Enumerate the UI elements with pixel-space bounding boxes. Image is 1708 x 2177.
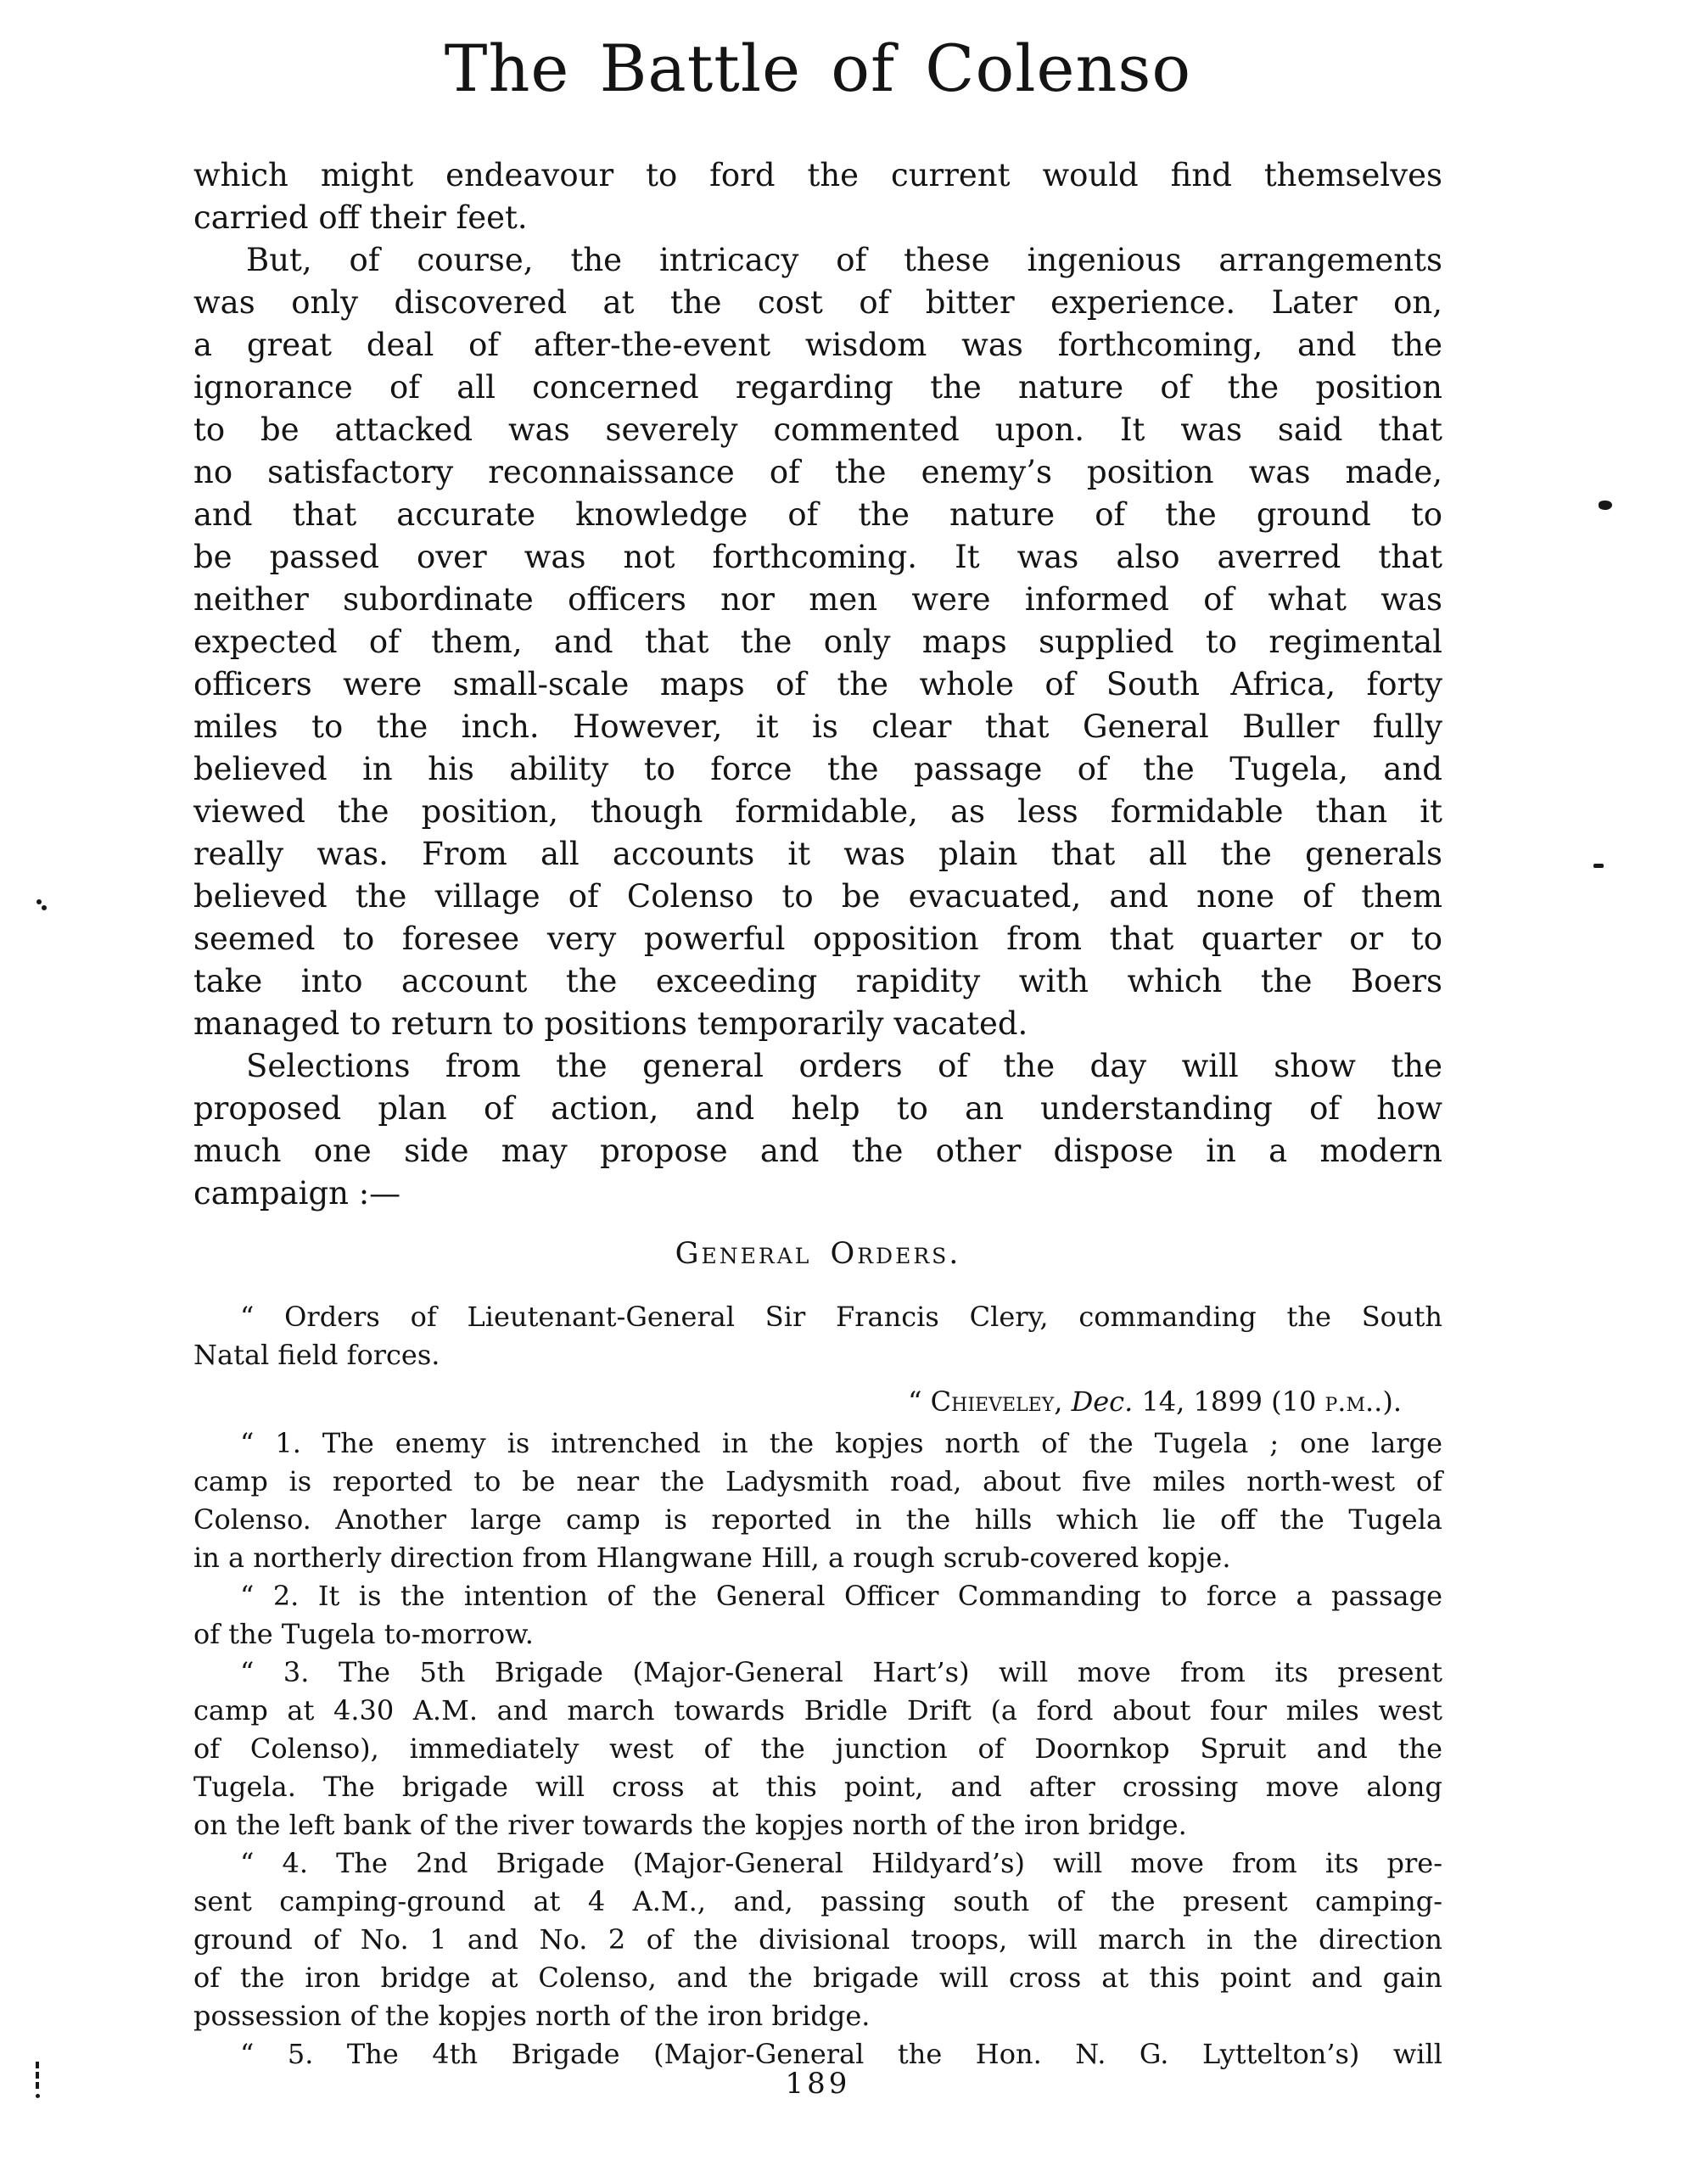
text-line: of Colenso), immediately west of the junction of Doornkop Spruit and the <box>193 1732 1442 1765</box>
orders-paragraphs <box>193 1424 1442 2073</box>
dateline-month: Dec. <box>1071 1385 1134 1418</box>
paragraph <box>193 1298 1442 1374</box>
paragraph <box>193 1045 1442 1215</box>
paragraph <box>193 1424 1442 1577</box>
page-number: 189 <box>785 2067 851 2101</box>
dateline-meridiem: p.m. <box>1324 1385 1375 1418</box>
text-line: expected of them, and that the only maps supplied to regimental <box>193 624 1442 660</box>
text-line: on the left bank of the river towards the kopjes north of the iron bridge. <box>193 1809 1187 1841</box>
text-line: carried off their feet. <box>193 199 528 236</box>
text-line: sent camping-ground at 4 A.M., and, passing south of the present camping- <box>193 1885 1442 1917</box>
text-line: viewed the position, though formidable, as less formidable than it <box>193 793 1442 830</box>
text-line: camp is reported to be near the Ladysmith road, about five miles north-west of <box>193 1465 1442 1497</box>
text-line: neither subordinate officers nor men were informed of what was <box>193 581 1442 618</box>
text-line: of the Tugela to-morrow. <box>193 1618 534 1650</box>
ink-speck-right-blob <box>1599 501 1612 510</box>
text-line: Natal field forces. <box>193 1339 440 1371</box>
text-line: campaign :— <box>193 1175 401 1212</box>
ink-speck-left-colon <box>36 899 42 904</box>
text-line: But, of course, the intricacy of these ingenious arrangements <box>246 242 1442 278</box>
text-line: much one side may propose and the other dispose in a modern <box>193 1133 1442 1169</box>
text-line: “ 4. The 2nd Brigade (Major-General Hildyard’s) will move from its pre- <box>240 1847 1442 1879</box>
text-line: a great deal of after-the-event wisdom was forthcoming, and the <box>193 327 1442 363</box>
paragraph <box>193 239 1442 1045</box>
text-line: “ 3. The 5th Brigade (Major-General Hart’s) will move from its present <box>240 1656 1442 1688</box>
text-line: be passed over was not forthcoming. It was also averred that <box>193 539 1442 575</box>
text-line: camp at 4.30 A.M. and march towards Bridle Drift (a ford about four miles west <box>193 1694 1442 1726</box>
text-line: managed to return to positions temporarily vacated. <box>193 1005 1028 1042</box>
text-line: “ 2. It is the intention of the General Officer Commanding to force a passage <box>240 1580 1442 1612</box>
paragraph <box>193 154 1442 239</box>
orders-text-block <box>193 1298 1442 2073</box>
dateline-place: Chieveley, <box>930 1385 1072 1418</box>
text-line: seemed to foresee very powerful opposition from that quarter or to <box>193 921 1442 957</box>
dateline-date: 14, 1899 (10 <box>1133 1385 1325 1418</box>
body-text-block <box>193 154 1442 1215</box>
text-line: in a northerly direction from Hlangwane Hill, a rough scrub-covered kopje. <box>193 1542 1231 1574</box>
text-line: was only discovered at the cost of bitter experience. Later on, <box>193 284 1442 321</box>
text-line: to be attacked was severely commented upon. It was said that <box>193 411 1442 448</box>
text-line: believed in his ability to force the passage of the Tugela, and <box>193 751 1442 787</box>
text-line: miles to the inch. However, it is clear that General Buller fully <box>193 708 1442 745</box>
general-orders-heading: General Orders. <box>675 1237 961 1271</box>
text-line: ignorance of all concerned regarding the nature of the position <box>193 369 1442 406</box>
text-line: proposed plan of action, and help to an understanding of how <box>193 1090 1442 1127</box>
dateline-close: .). <box>1374 1385 1402 1418</box>
text-line: of the iron bridge at Colenso, and the brigade will cross at this point and gain <box>193 1962 1442 1994</box>
ink-speck-right-dash <box>1593 864 1604 868</box>
text-line: “ 5. The 4th Brigade (Major-General the Hon. N. G. Lyttelton’s) will <box>240 2038 1442 2070</box>
text-line: officers were small-scale maps of the whole of South Africa, forty <box>193 666 1442 702</box>
text-line: which might endeavour to ford the current would find themselves <box>193 157 1442 193</box>
orders-preamble <box>193 1298 1442 1374</box>
text-line: “ Orders of Lieutenant-General Sir Francis Clery, commanding the South <box>240 1301 1442 1333</box>
text-line: ground of No. 1 and No. 2 of the divisional troops, will march in the direction <box>193 1923 1442 1956</box>
dateline-open-quote: “ <box>908 1385 931 1418</box>
ink-speck-left-dash <box>36 2062 39 2089</box>
page-title: The Battle of Colenso <box>444 31 1192 106</box>
text-line: no satisfactory reconnaissance of the enemy’s position was made, <box>193 454 1442 490</box>
text-line: Selections from the general orders of the day will show the <box>246 1048 1442 1084</box>
text-line: and that accurate knowledge of the nature of the ground to <box>193 496 1442 533</box>
text-line: believed the village of Colenso to be evacuated, and none of them <box>193 878 1442 915</box>
text-line: take into account the exceeding rapidity with which the Boers <box>193 963 1442 999</box>
dateline <box>193 1383 1442 1421</box>
text-line: possession of the kopjes north of the iron bridge. <box>193 2000 871 2032</box>
text-line: Tugela. The brigade will cross at this point, and after crossing move along <box>193 1771 1442 1803</box>
text-line: Colenso. Another large camp is reported in the hills which lie off the Tugela <box>193 1503 1442 1536</box>
text-line: really was. From all accounts it was plain that all the generals <box>193 836 1442 872</box>
paragraph <box>193 1577 1442 1654</box>
paragraph <box>193 1844 1442 2035</box>
text-line: “ 1. The enemy is intrenched in the kopjes north of the Tugela ; one large <box>240 1427 1442 1459</box>
ink-speck-left-dot <box>36 2094 40 2098</box>
paragraph <box>193 1654 1442 1844</box>
